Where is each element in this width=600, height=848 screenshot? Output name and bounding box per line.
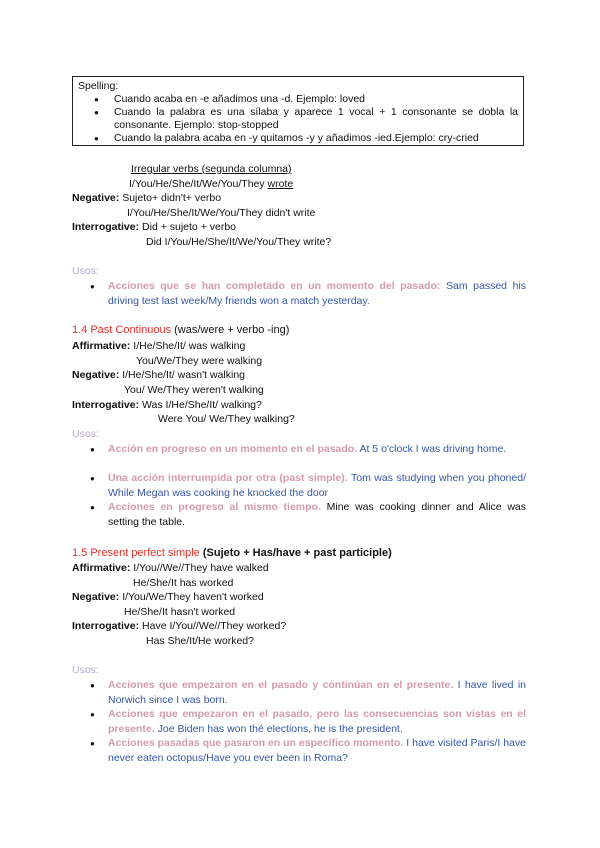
bullet-icon: ●	[90, 474, 95, 483]
usos-label: Usos:	[72, 664, 99, 676]
section-title: 1.5 Present perfect simple	[72, 547, 200, 559]
section-heading-past-continuous	[72, 323, 289, 337]
negative-rule: Sujeto+ didn't+ verbo	[122, 192, 222, 204]
spelling-rule: ● Cuando la palabra es una sílaba y aparece 1 vocal + 1 consonante se dobla la consonante. Ejemplo: stop-stopped	[78, 106, 518, 132]
usos-example: Sam passed his driving test last week/My friends won a match yesterday.	[108, 280, 526, 307]
usos-example: At 5 o'clock I was driving home.	[359, 443, 507, 455]
irregular-subjects: I/You/He/She/It/We/You/They	[129, 178, 265, 190]
usos-item	[108, 471, 526, 500]
irregular-heading: Irregular verbs (segunda columna)	[131, 163, 292, 175]
negative-example: I/You/We/They haven't worked	[122, 591, 264, 603]
usos-description: Acciones que empezaron en el pasado, pero las consecuencias son vistas en el presente.	[108, 708, 526, 735]
spelling-rule: ● Cuando acaba en -e añadimos una -d. Ejemplo: loved	[78, 93, 518, 106]
interrogative-line	[72, 619, 286, 633]
negative-label: Negative:	[72, 591, 120, 603]
affirmative-label: Affirmative:	[72, 340, 131, 352]
affirmative-line	[72, 339, 245, 353]
interrogative-rule: Did + sujeto + verbo	[142, 221, 237, 233]
affirmative-example-2: He/She/It has worked	[133, 577, 234, 589]
negative-example-2: You/ We/They weren't walking	[124, 384, 264, 396]
interrogative-label: Interrogative:	[72, 399, 140, 411]
irregular-interrogative-example: Did I/You/He/She/It/We/You/They write?	[146, 236, 332, 248]
usos-example: I have visited Paris/I have never eaten octopus/Have you ever been in Roma?	[108, 737, 526, 764]
bullet-icon: ●	[90, 282, 95, 291]
interrogative-line	[72, 398, 262, 412]
usos-item	[108, 707, 526, 736]
affirmative-label: Affirmative:	[72, 562, 131, 574]
negative-label: Negative:	[72, 192, 120, 204]
negative-line	[72, 590, 264, 604]
section-formula: (was/were + verbo -ing)	[174, 324, 290, 336]
usos-item	[108, 279, 526, 308]
spelling-rules	[78, 93, 518, 145]
irregular-negative-example: I/You/He/She/It/We/You/They didn't write	[127, 207, 316, 219]
affirmative-example: I/He/She/It/ was walking	[133, 340, 246, 352]
usos-item	[108, 736, 526, 765]
negative-example: I/He/She/It/ wasn't walking	[122, 369, 245, 381]
section-formula: (Sujeto + Has/have + past participle)	[202, 547, 392, 559]
interrogative-label: Interrogative:	[72, 221, 140, 233]
spelling-box	[72, 76, 524, 146]
irregular-negative-rule	[72, 191, 221, 205]
usos-label: Usos:	[72, 428, 99, 440]
usos-item	[108, 500, 526, 529]
usos-example: I have lived in Norwich since I was born.	[108, 679, 526, 706]
bullet-icon: ●	[90, 503, 95, 512]
usos-item	[108, 678, 526, 707]
interrogative-example: Have I/You//We//They worked?	[142, 620, 287, 632]
section-heading-present-perfect	[72, 546, 392, 560]
irregular-interrogative-rule	[72, 220, 236, 234]
affirmative-example: I/You//We//They have walked	[133, 562, 269, 574]
usos-label: Usos:	[72, 265, 99, 277]
usos-description: Acciones pasadas que pasaron en un específico momento.	[108, 737, 404, 749]
bullet-icon: ●	[90, 445, 95, 454]
spelling-title: Spelling:	[78, 80, 119, 92]
affirmative-example-2: You/We/They were walking	[136, 355, 263, 367]
usos-example: Mine was cooking dinner and Alice was setting the table.	[108, 501, 527, 528]
usos-description: Acción en progreso en un momento en el pasado.	[108, 443, 358, 455]
usos-item	[108, 442, 526, 457]
bullet-icon: ●	[90, 681, 95, 690]
negative-label: Negative:	[72, 369, 120, 381]
bullet-icon: ●	[90, 739, 95, 748]
negative-example-2: He/She/It hasn't worked	[124, 606, 236, 618]
bullet-icon: ●	[90, 710, 95, 719]
spelling-rule: ● Cuando la palabra acaba en -y quitamos -y y añadimos -ied.Ejemplo: cry-cried	[78, 132, 518, 145]
section-title: 1.4 Past Continuous	[72, 324, 172, 336]
irregular-verb: wrote	[267, 178, 294, 190]
interrogative-example: Was I/He/She/It/ walking?	[142, 399, 262, 411]
irregular-affirmative	[129, 177, 293, 191]
usos-example: Joe Biden has won thé elections, he is the president.	[157, 722, 403, 735]
interrogative-example-2: Has She/It/He worked?	[146, 635, 254, 647]
interrogative-label: Interrogative:	[72, 620, 140, 632]
usos-description: Acciones que empezaron en el pasado y continúan en el presente.	[108, 679, 454, 691]
interrogative-example-2: Were You/ We/They walking?	[158, 413, 295, 425]
usos-description: Una acción interrumpida por otra (past simple).	[108, 472, 348, 484]
usos-description: Acciones en progreso al mismo tiempo.	[108, 501, 321, 513]
usos-description: Acciones que se han completado en un momento del pasado:	[108, 280, 441, 292]
negative-line	[72, 368, 245, 382]
usos-example: Tom was studying when you phoned/ While Megan was cooking he knocked the door	[108, 472, 526, 499]
affirmative-line	[72, 561, 269, 575]
